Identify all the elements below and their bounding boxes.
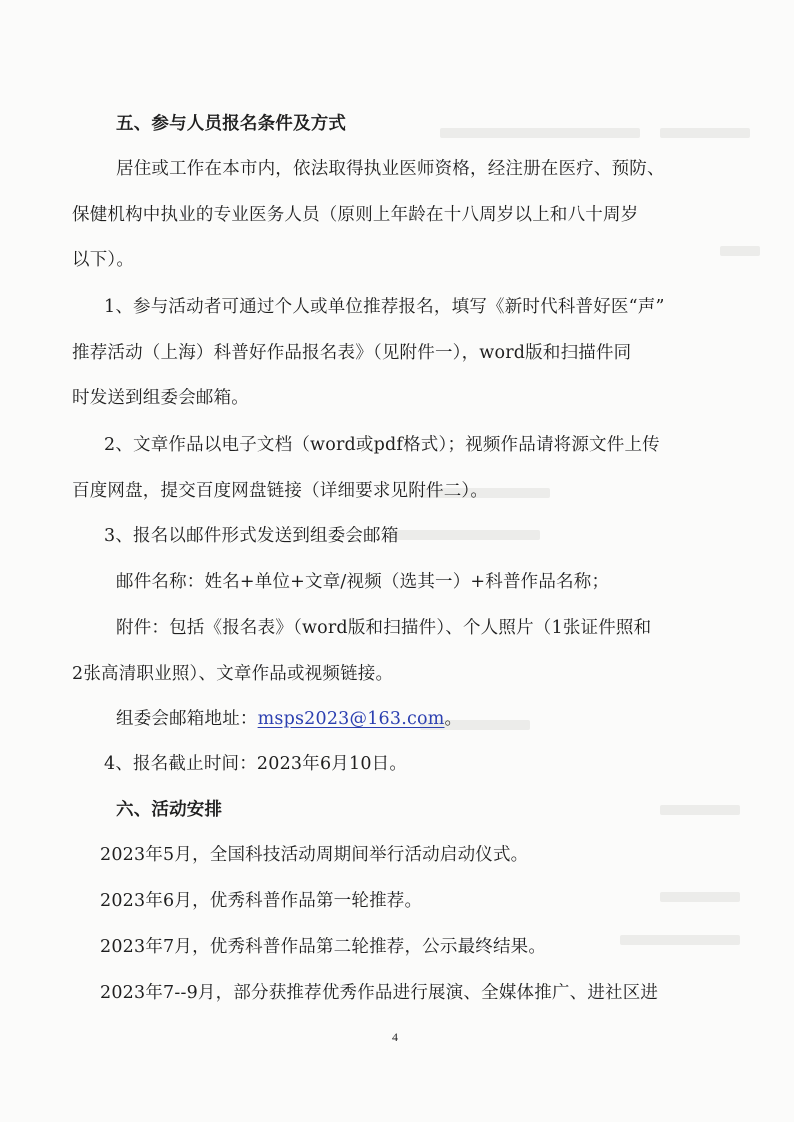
bleed-through-mark: [720, 246, 760, 256]
bleed-through-mark: [440, 128, 640, 138]
bleed-through-mark: [390, 530, 540, 540]
bleed-through-mark: [660, 128, 750, 138]
page-number: 4: [392, 1030, 398, 1044]
schedule-line: 2023年6月，优秀科普作品第一轮推荐。: [100, 891, 423, 911]
bleed-through-mark: [620, 935, 740, 945]
paragraph-line: 2张高清职业照）、文章作品或视频链接。: [72, 664, 394, 684]
paragraph-line: 3、报名以邮件形式发送到组委会邮箱: [104, 526, 399, 546]
paragraph-line: 百度网盘，提交百度网盘链接（详细要求见附件二）。: [72, 481, 489, 501]
email-line: [116, 707, 462, 731]
bleed-through-mark: [660, 892, 740, 902]
schedule-line: 2023年7--9月，部分获推荐优秀作品进行展演、全媒体推广、进社区进: [100, 983, 659, 1003]
email-suffix: 。: [444, 709, 463, 729]
schedule-line: 2023年5月，全国科技活动周期间举行活动启动仪式。: [100, 845, 529, 865]
section-6-heading: 六、活动安排: [116, 800, 223, 820]
schedule-line: 2023年7月，优秀科普作品第二轮推荐，公示最终结果。: [100, 937, 547, 957]
paragraph-line: 附件：包括《报名表》（word版和扫描件）、个人照片（1张证件照和: [116, 618, 652, 638]
paragraph-line: 2、文章作品以电子文档（word或pdf格式）；视频作品请将源文件上传: [104, 435, 660, 455]
bleed-through-mark: [660, 805, 740, 815]
paragraph-line: 4、报名截止时间：2023年6月10日。: [104, 754, 408, 774]
email-link[interactable]: msps2023@163.com: [257, 709, 445, 729]
section-5-heading: 五、参与人员报名条件及方式: [116, 114, 347, 134]
paragraph-line: 居住或工作在本市内，依法取得执业医师资格，经注册在医疗、预防、: [116, 159, 665, 179]
paragraph-line: 以下）。: [72, 250, 135, 270]
paragraph-line: 时发送到组委会邮箱。: [72, 388, 249, 408]
paragraph-line: 1、参与活动者可通过个人或单位推荐报名，填写《新时代科普好医“声”: [104, 297, 665, 317]
paragraph-line: 推荐活动（上海）科普好作品报名表》（见附件一），word版和扫描件同: [72, 343, 632, 363]
paragraph-line: 邮件名称：姓名+单位+文章/视频（选其一）+科普作品名称；: [116, 572, 610, 592]
email-label: 组委会邮箱地址：: [116, 709, 258, 729]
paragraph-line: 保健机构中执业的专业医务人员（原则上年龄在十八周岁以上和八十周岁: [72, 205, 639, 225]
